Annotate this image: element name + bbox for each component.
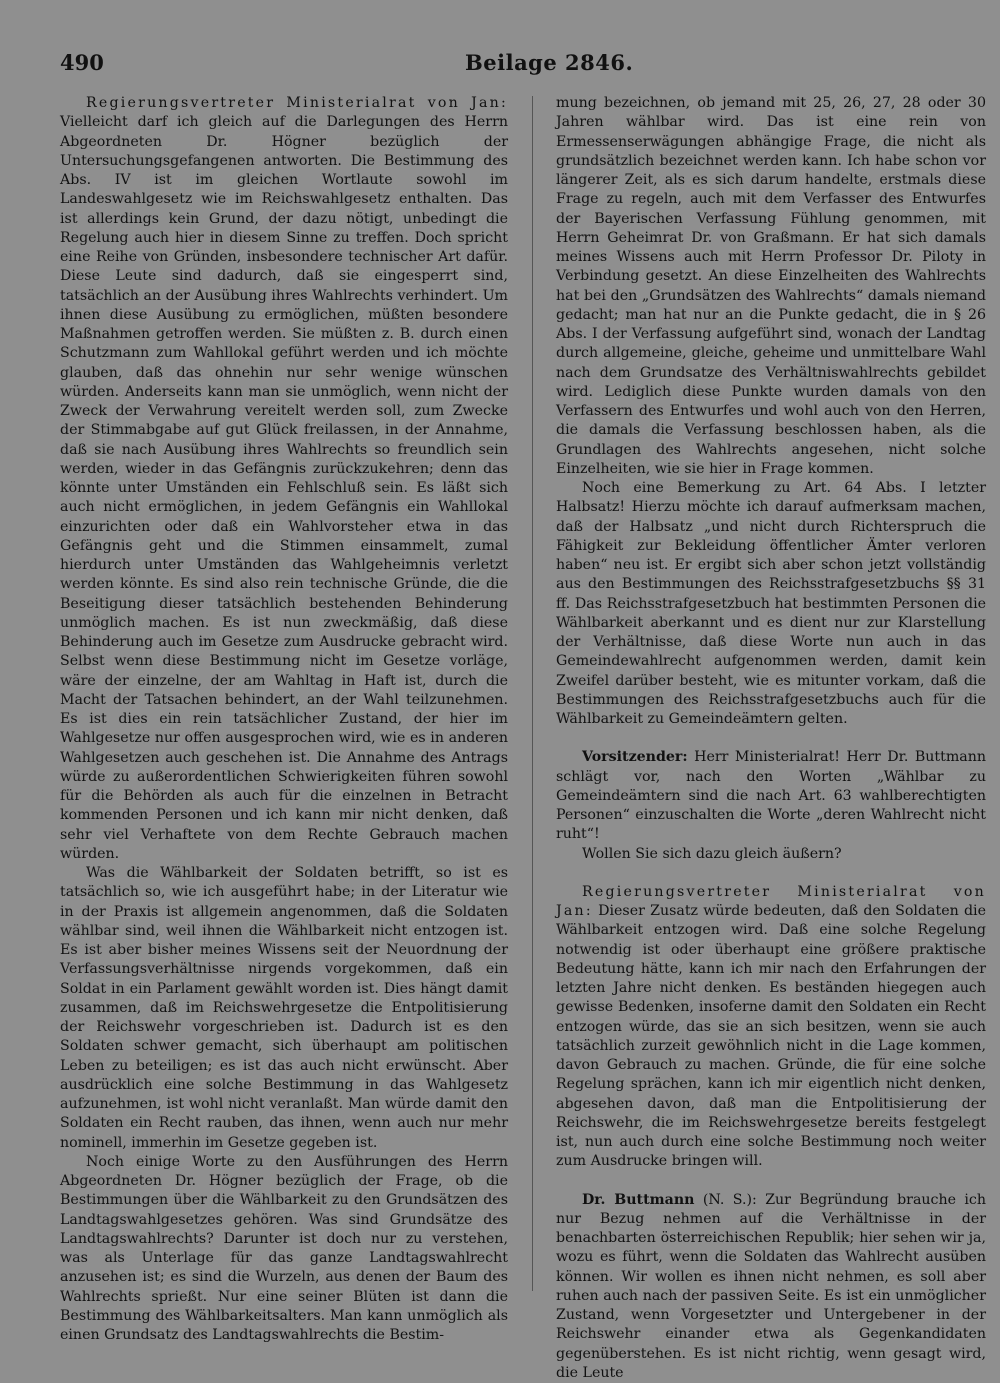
- paragraph-grundsaetze: Noch einige Worte zu den Ausführungen des Herrn Abgeordneten Dr. Högner bezüglich der Frage, ob die Bestimmungen über die Wählbarkeit zu den Grundsätzen des Landtagswahlgesetzes gehören. Was sind Grundsätze des Landtagswahlrechts? Darunter ist doch nur zu verstehen, was als Unterlage für das ganze Landtagswahlrecht anzusehen ist; es sind die Wurzeln, aus denen der Baum des Wahlrechts sprießt. Nur eine seiner Blüten ist dann die Bestimmung des Wählbarkeitsalters. Man kann unmöglich als einen Grundsatz des Landtagswahlrechts die Bestim-: [60, 1153, 508, 1346]
- left-column: [60, 94, 508, 1345]
- column-divider: [532, 96, 533, 1291]
- paragraph-continuation: mung bezeichnen, ob jemand mit 25, 26, 27, 28 oder 30 Jahren wählbar wird. Das ist eine rein von Ermessenserwägungen abhängige Frage, die nicht als grundsätzlich bezeichnet werden kann. Ich habe schon vor längerer Zeit, als es sich darum handelte, erstmals diese Frage zu regeln, auch mit dem Verfasser des Entwurfes der Bayerischen Verfassung Fühlung genommen, mit Herrn Geheimrat Dr. von Graßmann. Er hat sich damals meines Wissens auch mit Herrn Professor Dr. Piloty in Verbindung gesetzt. An diese Einzelheiten des Wahlrechts hat bei den „Grundsätzen des Wahlrechts“ damals niemand gedacht; man hat nur an die Punkte gedacht, die in § 26 Abs. I der Verfassung aufgeführt sind, wonach der Landtag durch allgemeine, gleiche, geheime und unmittelbare Wahl nach dem Grundsatze des Verhältniswahlrechts gebildet wird. Lediglich diese Punkte wurden damals von den Verfassern des Entwurfes und wohl auch von den Herren, die damals die Verfassung beschlossen haben, als die Grundlagen des Wahlrechts angesehen, nicht solche Einzelheiten, wie sie hier in Frage kommen.: [556, 94, 986, 479]
- paragraph-text: Herr Ministerialrat! Herr Dr. Buttmann schlägt vor, nach den Worten „Wählbar zu Gemeindeämtern sind die nach Art. 63 wahlberechtigten Personen“ einzuschalten die Worte „deren Wahlrecht nicht ruht“!: [556, 749, 986, 842]
- spacer: [556, 1172, 986, 1191]
- paragraph-art-64: Noch eine Bemerkung zu Art. 64 Abs. I letzter Halbsatz! Hierzu möchte ich darauf aufmerksam machen, daß der Halbsatz „und nicht durch Richterspruch die Fähigkeit zur Bekleidung öffentlicher Ämter verloren haben“ neu ist. Er ergibt sich aber schon jetzt vollständig aus den Bestimmungen des Reichsstrafgesetzbuchs §§ 31 ff. Das Reichsstrafgesetzbuch hat bestimmten Personen die Wählbarkeit aberkannt und es dient nur zur Klarstellung der Verhältnisse, daß diese Worte nun auch in das Gemeindewahlrecht aufgenommen werden, damit kein Zweifel darüber besteht, wie es mitunter vorkam, daß die Bestimmungen des Reichsstrafgesetzbuchs auch für die Wählbarkeit zu Gemeindeämtern gelten.: [556, 479, 986, 729]
- speaker-name: Dr. Buttmann: [582, 1192, 694, 1208]
- spacer: [556, 729, 986, 748]
- paragraph-text: Dieser Zusatz würde bedeuten, daß den Soldaten die Wählbarkeit entzogen wird. Daß eine solche Regelung notwendig ist oder überhaupt eine größere praktische Bedeutung hätte, kann ich mir nach den Erfahrungen der letzten Jahre nicht denken. Es beständen hiegegen auch gewisse Bedenken, insoferne damit den Soldaten ein Recht entzogen würde, das sie an sich besitzen, wenn sie auch tatsächlich zurzeit gewöhnlich nicht in die Lage kommen, davon Gebrauch zu machen. Gründe, die für eine solche Regelung sprächen, kann ich mir eigentlich nicht denken, abgesehen davon, daß man die Entpolitisierung der Reichswehr, die im Reichswehrgesetze bereits festgelegt ist, nun auch durch eine solche Bestimmung noch weiter zum Ausdrucke bringen will.: [556, 903, 986, 1169]
- speech-buttmann: [556, 1191, 986, 1383]
- page-header: [60, 50, 940, 82]
- page-number: 490: [60, 50, 104, 75]
- speaker-name: Regierungsvertreter Ministerialrat von Jan:: [556, 884, 986, 919]
- paragraph-question: Wollen Sie sich dazu gleich äußern?: [556, 845, 986, 864]
- paragraph-text: Vielleicht darf ich gleich auf die Darlegungen des Herrn Abgeordneten Dr. Högner bezüglich der Untersuchungsgefangenen antworten. Die Bestimmung des Abs. IV ist im gleichen Wortlaute sowohl im Landeswahlgesetz wie im Reichswahlgesetz enthalten. Das ist allerdings kein Grund, der dazu nötigt, unbedingt die Regelung auch hier in diesem Sinne zu treffen. Doch spricht eine Reihe von Gründen, insbesondere technischer Art dafür. Diese Leute sind dadurch, daß sie eingesperrt sind, tatsächlich an der Ausübung ihres Wahlrechts verhindert. Um ihnen diese Ausübung zu ermöglichen, müßten besondere Maßnahmen getroffen werden. Sie müßten z. B. durch einen Schutzmann zum Wahllokal geführt werden und ich möchte glauben, daß das ohnehin nur sehr wenige wünschen würden. Anderseits kann man sie unmöglich, wenn nicht der Zweck der Verwahrung vereitelt werden soll, zum Zwecke der Stimmabgabe auf gut Glück freilassen, in der Annahme, daß sie nach Ausübung ihres Wahlrechts so freundlich sein werden, wieder in das Gefängnis zurückzukehren; denn das könnte unter Umständen ein Fehlschluß sein. Es läßt sich auch nicht ermöglichen, in jedem Gefängnis ein Wahllokal einzurichten oder daß ein Wahlvorsteher etwa in das Gefängnis geht und die Stimmen einsammelt, zumal hierdurch unter Umständen das Wahlgeheimnis verletzt werden könnte. Es sind also rein technische Gründe, die die Beseitigung dieser tatsächlich bestehenden Behinderung unmöglich machen. Es ist nun zweckmäßig, daß diese Behinderung auch im Gesetze zum Ausdrucke gebracht wird. Selbst wenn diese Bestimmung nicht im Gesetze vorläge, wäre der einzelne, der am Wahltag in Haft ist, durch die Macht der Tatsachen behindert, an der Wahl teilzunehmen. Es ist dies ein rein tatsächlicher Zustand, der hier im Wahlgesetze nur offen ausgesprochen wird, wie es in anderen Wahlgesetzen auch geschehen ist. Die Annahme des Antrags würde zu außerordentlichen Schwierigkeiten führen sowohl für die Behörden als auch für die einzelnen in Betracht kommenden Personen und ich kann mir nicht denken, daß sehr viel Verhaftete von dem Rechte Gebrauch machen würden.: [60, 114, 508, 862]
- speech-vorsitzender: [556, 748, 986, 844]
- speech-von-jan-1: [60, 94, 508, 864]
- right-column: [556, 94, 986, 1383]
- paragraph-text: Zur Begründung brauche ich nur Bezug nehmen auf die Verhältnisse in der benachbarten österreichischen Republik; hier sehen wir ja, wozu es führt, wenn die Soldaten das Wahlrecht ausüben können. Wir wollen es ihnen nicht nehmen, es soll aber ruhen auch nach der passiven Seite. Es ist ein unmöglicher Zustand, wenn Vorgesetzter und Untergebener in der Reichswehr einander etwa als Gegenkandidaten gegenüberstehen. Es ist nicht richtig, wenn gesagt wird, die Leute: [556, 1192, 986, 1381]
- speaker-name: Vorsitzender:: [582, 749, 688, 765]
- running-title: Beilage 2846.: [465, 50, 633, 75]
- speech-von-jan-2: [556, 883, 986, 1172]
- speaker-party: (N. S.):: [703, 1192, 757, 1208]
- paragraph-soldaten: Was die Wählbarkeit der Soldaten betrifft, so ist es tatsächlich so, wie ich ausgeführt habe; in der Literatur wie in der Praxis ist allgemein angenommen, daß die Soldaten wählbar sind, weil ihnen die Wählbarkeit nicht entzogen ist. Es ist aber bisher meines Wissens seit der Neuordnung der Verfassungsverhältnisse nirgends vorgekommen, daß ein Soldat in ein Parlament gewählt worden ist. Dies hängt damit zusammen, daß im Reichswehrgesetze die Entpolitisierung der Reichswehr vorgeschrieben ist. Dadurch ist es den Soldaten schwer gemacht, sich überhaupt am politischen Leben zu beteiligen; es ist das auch nicht erwünscht. Aber ausdrücklich eine solche Bestimmung in das Wahlgesetz aufzunehmen, ist wohl nicht veranlaßt. Man würde damit den Soldaten ein Recht rauben, das ihnen, wenn auch nur mehr nominell, immerhin im Gesetze gegeben ist.: [60, 864, 508, 1153]
- speaker-name: Regierungsvertreter Ministerialrat von Jan:: [86, 95, 508, 111]
- spacer: [556, 864, 986, 883]
